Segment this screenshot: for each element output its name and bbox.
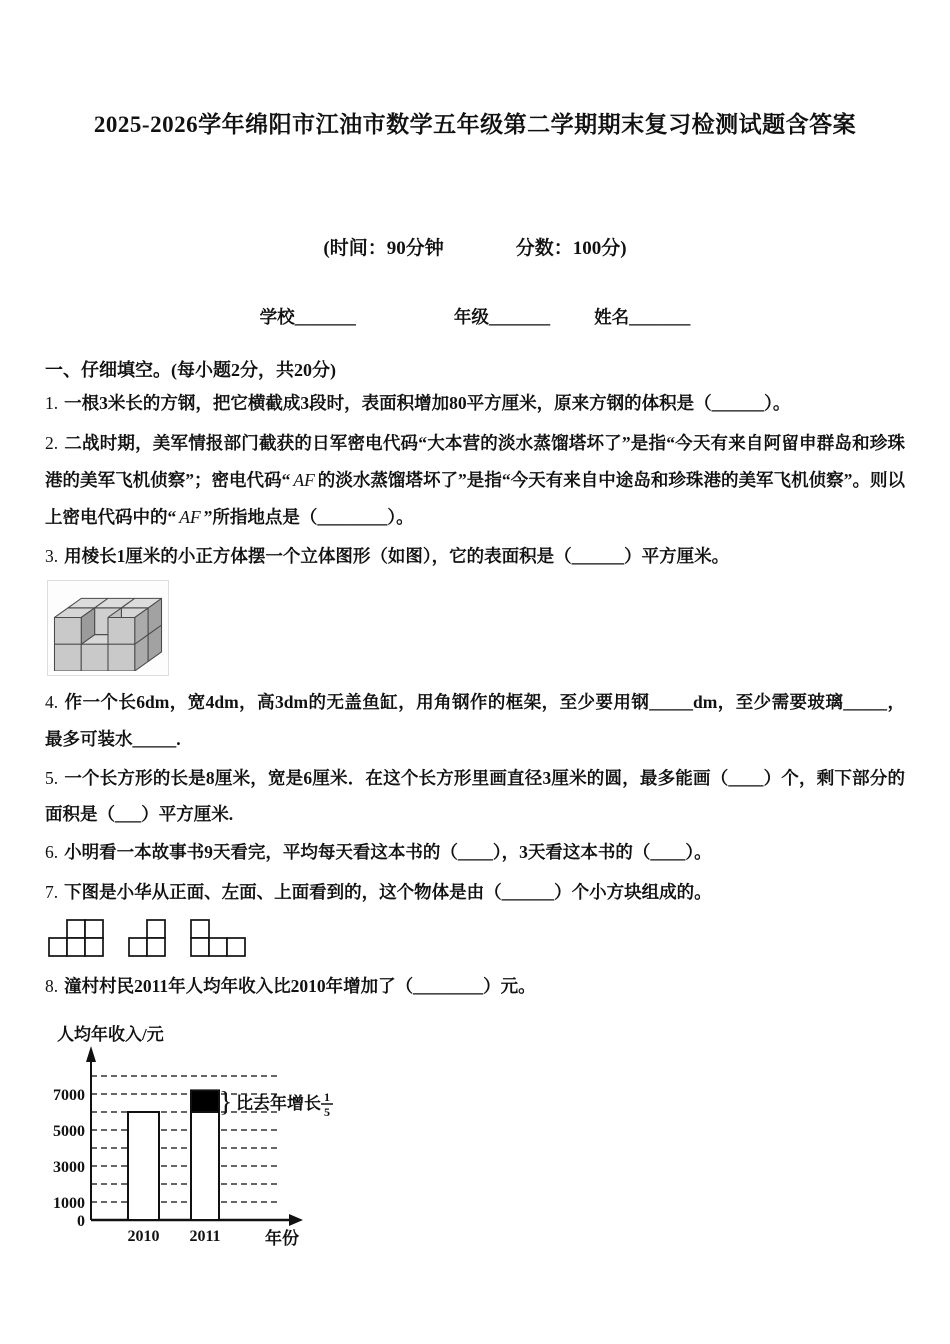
- time-limit: (时间：90分钟: [323, 238, 444, 259]
- exam-meta: [45, 233, 905, 260]
- y-tick-label: 7000: [53, 1087, 85, 1104]
- y-tick-label: 3000: [53, 1159, 85, 1176]
- question-2-text-part: 二战时期，美军情报部门截获的日军密电代码“大本营的淡水蒸馏塔坏了”是指“今天有来自阿留申群岛和珍珠港的美军飞机侦察”；密电代码“: [45, 433, 905, 490]
- question-6: [45, 834, 905, 870]
- question-4: [45, 684, 905, 758]
- question-3: [45, 538, 905, 574]
- total-score: 分数：100分): [515, 238, 627, 259]
- income-bar-chart-svg: [43, 1010, 443, 1255]
- fraction-numerator: 1: [324, 1090, 330, 1104]
- school-field: 学校_______: [259, 307, 356, 327]
- code-af-1: AF: [293, 470, 315, 490]
- front-view-figure: [47, 918, 105, 958]
- bar-2011: [191, 1112, 219, 1220]
- bar-2011: [191, 1090, 219, 1112]
- x-axis-label: 年份: [265, 1229, 299, 1248]
- y-tick-label: 0: [77, 1213, 85, 1230]
- y-axis-arrow: [86, 1046, 96, 1062]
- question-1: [45, 385, 905, 421]
- fraction-denominator: 5: [324, 1105, 330, 1119]
- section-one-heading: 一、仔细填空。(每小题2分，共20分): [45, 360, 336, 380]
- name-field: 姓名_______: [594, 307, 691, 327]
- question-2-text-part: ”所指地点是（________）。: [203, 507, 414, 527]
- x-tick-label: 2011: [189, 1228, 221, 1245]
- grade-field: 年级_______: [453, 307, 551, 327]
- annotation-text: 比去年增长: [236, 1094, 321, 1113]
- question-8: [45, 968, 905, 1004]
- left-view-figure: [127, 918, 167, 958]
- question-6-number: 6.: [45, 842, 59, 862]
- question-1-text: 一根3米长的方钢，把它横截成3段时，表面积增加80平方厘米，原来方钢的体积是（______）。: [64, 393, 791, 413]
- question-2-text-part: 的淡水蒸馏塔坏了”是指“今天有来自中途岛和珍珠港的美军飞机侦察”。则以上密电代码中的“: [45, 470, 906, 527]
- top-view-figure: [189, 918, 247, 958]
- question-4-number: 4.: [45, 692, 59, 712]
- three-views-figure: [47, 916, 905, 958]
- question-8-text: 潼村村民2011年人均年收入比2010年增加了（________）元。: [64, 976, 536, 996]
- y-tick-label: 5000: [53, 1123, 85, 1140]
- question-3-number: 3.: [45, 546, 59, 566]
- question-7-number: 7.: [45, 882, 59, 902]
- question-7: [45, 874, 905, 910]
- question-2: [45, 425, 905, 536]
- x-tick-label: 2010: [127, 1228, 160, 1245]
- question-5: [45, 760, 905, 832]
- income-bar-chart: [43, 1010, 905, 1260]
- y-axis-label: 人均年收入/元: [57, 1025, 164, 1044]
- question-4-text: 作一个长6dm，宽4dm，高3dm的无盖鱼缸，用角钢作的框架，至少要用钢_____dm，至少需要玻璃_____，最多可装水_____.: [45, 692, 905, 749]
- question-3-text: 用棱长1厘米的小正方体摆一个立体图形（如图），它的表面积是（______）平方厘米。: [64, 546, 730, 566]
- question-7-text: 下图是小华从正面、左面、上面看到的，这个物体是由（______）个小方块组成的。: [64, 882, 712, 902]
- question-5-number: 5.: [45, 768, 59, 788]
- brace-glyph: }: [219, 1087, 233, 1118]
- question-8-number: 8.: [45, 976, 59, 996]
- code-af-2: AF: [179, 507, 201, 527]
- x-axis-arrow: [289, 1214, 303, 1226]
- cube-figure: [47, 580, 169, 676]
- y-tick-label: 1000: [53, 1195, 85, 1212]
- question-5-text: 一个长方形的长是8厘米，宽是6厘米．在这个长方形里画直径3厘米的圆，最多能画（____）个，剩下部分的面积是（___）平方厘米.: [45, 768, 905, 824]
- student-fields: [45, 304, 905, 329]
- exam-title: 2025-2026学年绵阳市江油市数学五年级第二学期期末复习检测试题含答案: [93, 112, 857, 137]
- question-1-number: 1.: [45, 393, 59, 413]
- question-6-text: 小明看一本故事书9天看完，平均每天看这本书的（____），3天看这本书的（____）。: [64, 842, 712, 862]
- question-2-number: 2.: [45, 433, 59, 453]
- bar-2010: [128, 1112, 159, 1220]
- cube-figure-svg: [50, 585, 166, 671]
